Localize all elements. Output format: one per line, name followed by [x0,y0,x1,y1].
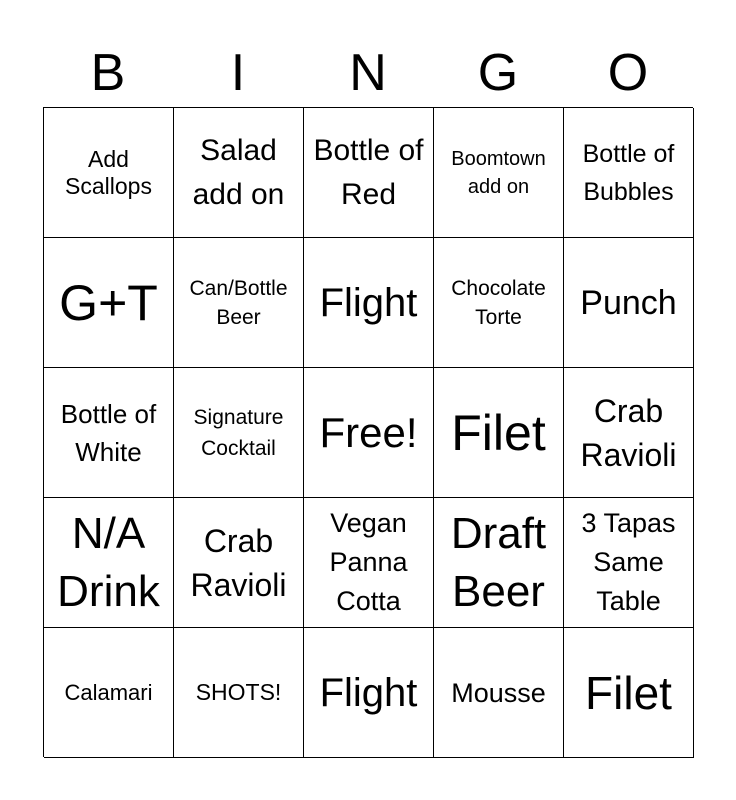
cell-label: Bottle of White [60,398,157,467]
cell-label: Crab Ravioli [580,392,677,473]
header-letter-i: I [230,44,246,102]
bingo-cell-r1-c3[interactable] [434,238,564,368]
cell-label: Signature Cocktail [193,405,284,460]
bingo-cell-r4-c4[interactable] [564,628,694,758]
cell-label: Can/Bottle Beer [189,276,288,329]
cell-label: N/A Drink [57,508,160,616]
cell-label: Free! [319,408,418,456]
cell-label: Crab Ravioli [190,522,287,603]
bingo-cell-r2-c1[interactable] [174,368,304,498]
bingo-cell-r2-c2[interactable] [304,368,434,498]
bingo-cell-r3-c2[interactable] [304,498,434,628]
cell-label: 3 Tapas Same Table [581,508,676,616]
cell-label: Flight [319,280,418,325]
bingo-cell-r3-c0[interactable] [44,498,174,628]
cell-label: Bottle of Red [313,133,424,211]
header-letter-g: G [477,44,519,102]
cell-label: G+T [59,274,158,331]
bingo-cell-r3-c1[interactable] [174,498,304,628]
bingo-cell-r3-c4[interactable] [564,498,694,628]
bingo-card-grid [43,107,693,757]
cell-label: Filet [585,666,672,719]
bingo-cell-r0-c0[interactable] [44,108,174,238]
bingo-cell-r1-c4[interactable] [564,238,694,368]
cell-label: Punch [580,283,677,322]
cell-label: SHOTS! [195,679,282,705]
bingo-cell-r4-c1[interactable] [174,628,304,758]
header-letter-n: N [349,44,387,102]
cell-label: Vegan Panna Cotta [329,508,408,616]
cell-label: Add Scallops [65,145,152,199]
bingo-cell-r3-c3[interactable] [434,498,564,628]
bingo-header [43,40,693,106]
bingo-cell-r0-c1[interactable] [174,108,304,238]
bingo-cell-r2-c4[interactable] [564,368,694,498]
cell-label: Filet [451,404,546,461]
bingo-cell-r1-c1[interactable] [174,238,304,368]
cell-label: Salad add on [192,133,285,211]
bingo-cell-r0-c3[interactable] [434,108,564,238]
bingo-cell-r4-c3[interactable] [434,628,564,758]
header-letter-o: O [607,44,649,102]
cell-label: Chocolate Torte [451,276,546,329]
bingo-cell-r1-c2[interactable] [304,238,434,368]
cell-label: Flight [319,670,418,715]
cell-label: Draft Beer [450,508,547,616]
header-letter-b: B [90,44,126,102]
bingo-cell-r4-c2[interactable] [304,628,434,758]
bingo-cell-r2-c0[interactable] [44,368,174,498]
bingo-cell-r2-c3[interactable] [434,368,564,498]
cell-label: Boomtown add on [451,147,546,198]
bingo-cell-r0-c2[interactable] [304,108,434,238]
cell-label: Mousse [451,677,546,708]
cell-label: Bottle of Bubbles [582,139,675,206]
cell-label: Calamari [64,680,153,705]
bingo-cell-r1-c0[interactable] [44,238,174,368]
bingo-cell-r4-c0[interactable] [44,628,174,758]
bingo-cell-r0-c4[interactable] [564,108,694,238]
